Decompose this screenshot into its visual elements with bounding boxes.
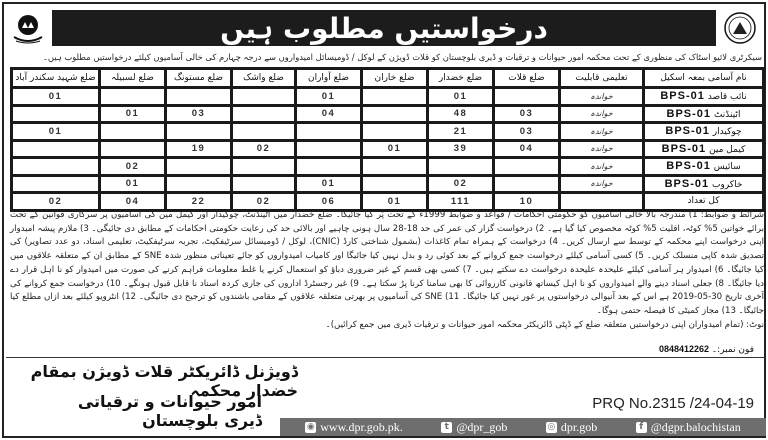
count-cell: 01	[100, 105, 166, 123]
website-text: www.dpr.gob.pk.	[320, 419, 403, 434]
qualification-cell: خواندہ	[560, 158, 644, 176]
count-cell: 39	[428, 140, 494, 158]
total-cell: 04	[100, 193, 166, 211]
count-cell: 48	[428, 105, 494, 123]
column-header: ضلع آواران	[296, 69, 362, 88]
qualification-cell: خواندہ	[560, 88, 644, 106]
note-text: نوٹ: (تمام امیدواران اپنی درخواستیں متعلقہ ضلع کے ڈپٹی ڈائریکٹر محکمہ امور حیوانات و ترقیات ڈیری میں جمع کرائیں)۔	[325, 319, 764, 330]
instagram-text: dpr.gob	[560, 419, 598, 434]
post-name: سائیس	[713, 162, 741, 173]
post-cell	[644, 175, 764, 193]
count-cell	[166, 175, 232, 193]
post-cell	[644, 105, 764, 123]
vacancy-table	[10, 67, 765, 212]
count-cell: 01	[12, 123, 100, 141]
twitter-text: @dpr_gob	[456, 419, 508, 434]
count-cell: 01	[296, 175, 362, 193]
twitter-link[interactable]	[441, 420, 507, 435]
phone-number	[659, 344, 754, 355]
count-cell	[12, 105, 100, 123]
qualification-cell: خواندہ	[560, 123, 644, 141]
table-row	[12, 88, 764, 106]
total-cell: 06	[296, 193, 362, 211]
count-cell: 21	[428, 123, 494, 141]
count-cell: 02	[100, 158, 166, 176]
count-cell: 01	[428, 88, 494, 106]
count-cell	[296, 123, 362, 141]
count-cell	[232, 123, 296, 141]
qualification-cell: خواندہ	[560, 175, 644, 193]
count-cell	[362, 158, 428, 176]
total-cell: 22	[166, 193, 232, 211]
column-header: ضلع شہید سکندر آباد	[12, 69, 100, 88]
facebook-text: @dgpr.balochistan	[650, 419, 741, 434]
divider	[6, 357, 766, 358]
count-cell: 04	[296, 105, 362, 123]
count-cell: 01	[12, 88, 100, 106]
balochistan-emblem-icon	[6, 6, 50, 50]
count-cell: 03	[494, 105, 560, 123]
count-cell: 02	[232, 140, 296, 158]
count-cell: 19	[166, 140, 232, 158]
column-header: ضلع قلات	[494, 69, 560, 88]
table-row	[12, 158, 764, 176]
count-cell	[232, 175, 296, 193]
count-cell	[12, 158, 100, 176]
count-cell	[12, 140, 100, 158]
column-header: ضلع واشک	[232, 69, 296, 88]
count-cell: 03	[494, 123, 560, 141]
qualification-cell: خواندہ	[560, 105, 644, 123]
pay-scale: BPS-01	[666, 107, 712, 120]
pay-scale: BPS-01	[660, 90, 705, 103]
post-name: اٹینڈنٹ	[713, 109, 741, 120]
count-cell: 01	[296, 88, 362, 106]
column-header: ضلع لسبیلہ	[100, 69, 166, 88]
pay-scale: BPS-01	[664, 177, 710, 190]
phone-value: 0848412262	[658, 344, 709, 354]
header	[6, 6, 762, 50]
office-line-1: ڈویژنل ڈائریکٹر قلات ڈویژن بمقام خضدار محکمہ	[30, 362, 298, 400]
count-cell: 01	[362, 140, 428, 158]
count-cell	[362, 123, 428, 141]
count-cell	[232, 158, 296, 176]
count-cell	[100, 140, 166, 158]
pay-scale: BPS-01	[666, 160, 711, 173]
count-cell	[428, 158, 494, 176]
total-label: کل تعداد	[644, 193, 764, 211]
globe-icon: ◉	[306, 421, 315, 432]
count-cell	[494, 158, 560, 176]
post-name: چوکیدار	[712, 127, 742, 138]
page-title: درخواستیں مطلوب ہیں	[52, 10, 716, 46]
count-cell: 03	[166, 105, 232, 123]
table-header-row	[12, 69, 764, 88]
table-row	[12, 123, 764, 141]
office-line-2: امور حیوانات و ترقیاتی ڈیری بلوچستان	[77, 392, 262, 430]
count-cell	[362, 88, 428, 106]
phone-label: فون نمبر:۔	[711, 345, 754, 355]
twitter-icon: t	[441, 422, 452, 433]
column-header: نام آسامی بمعہ اسکیل	[644, 69, 764, 88]
qualification-cell: خواندہ	[560, 140, 644, 158]
table-row	[12, 105, 764, 123]
total-cell: 111	[428, 193, 494, 211]
facebook-link[interactable]	[636, 420, 741, 435]
prq-number: PRQ No.2315 /24-04-19	[592, 395, 754, 412]
count-cell	[166, 158, 232, 176]
column-header: ضلع مستونگ	[166, 69, 232, 88]
count-cell	[232, 105, 296, 123]
count-cell: 02	[428, 175, 494, 193]
terms-and-conditions	[10, 209, 764, 332]
count-cell	[362, 105, 428, 123]
count-cell	[362, 175, 428, 193]
total-cell: 02	[232, 193, 296, 211]
count-cell	[100, 88, 166, 106]
column-header: تعلیمی قابلیت	[560, 69, 644, 88]
count-cell	[296, 140, 362, 158]
post-cell	[644, 158, 764, 176]
post-cell	[644, 88, 764, 106]
post-name: کیمل مین	[709, 144, 746, 155]
count-cell	[166, 123, 232, 141]
instagram-link[interactable]	[546, 420, 597, 435]
instagram-icon: ◎	[547, 421, 556, 432]
empty-cell	[560, 193, 644, 211]
column-header: ضلع خاران	[362, 69, 428, 88]
post-name: نائب قاصد	[707, 92, 747, 103]
total-cell: 02	[12, 193, 100, 211]
table-row	[12, 140, 764, 158]
intro-text: سیکرٹری لائیو اسٹاک کی منظوری کے تحت محکمہ امور حیوانات و ترقیات و ڈیری بلوچستان کو قلات ڈویژن کے لوکل / ڈومیسائل امیدواروں سے درجہ چہارم کی خالی آسامیوں کیلئے درخواستیں مطلوب ہیں۔	[42, 52, 762, 62]
table-row	[12, 175, 764, 193]
facebook-icon: f	[636, 422, 647, 433]
post-name: خاکروب	[712, 179, 743, 190]
count-cell	[166, 88, 232, 106]
livestock-emblem-icon	[718, 6, 762, 50]
count-cell: 04	[494, 140, 560, 158]
website-link[interactable]	[305, 420, 403, 435]
count-cell: 01	[100, 175, 166, 193]
count-cell	[232, 88, 296, 106]
total-cell: 10	[494, 193, 560, 211]
column-header: ضلع خضدار	[428, 69, 494, 88]
total-row	[12, 193, 764, 211]
count-cell	[494, 88, 560, 106]
job-advertisement	[2, 2, 766, 438]
social-links-bar	[280, 418, 766, 436]
pay-scale: BPS-01	[661, 142, 707, 155]
count-cell	[100, 123, 166, 141]
post-cell	[644, 123, 764, 141]
post-cell	[644, 140, 764, 158]
count-cell	[494, 175, 560, 193]
count-cell	[296, 158, 362, 176]
conditions-text: شرائط و ضوابط: 1) مندرجہ بالا خالی آسامیوں کو حکومتی احکامات / قواعد و ضوابط 1999ء کے تحت پُر کیا جائیگا۔ ضلع خضدار میں اٹینڈنٹ، چوکیدار اور کیمل مین کی آسامیوں پر سرکاری قوانین کے تحت برائے خواتین 5% کوٹہ، اقلیت 5% کوٹہ مخصوص کیا گیا ہے۔ 2) درخواست گزار کی عمر کی حد 18-28 سال ہونی چاہیے اور بالائی حد کی رعایت حکومتی احکامات کے مطابق دی جائیگی۔ 3) ملازم پیشہ امیدوار اپنی درخواست اپنے محکمہ کے توسط سے ارسال کریں۔ 4) درخواست کے ہمراہ تمام کاغذات (بشمول شناختی کارڈ (CNIC)، لوکل / ڈومیسائل سرٹیفکیٹ، تجربہ سرٹیفکیٹ، تعلیمی اسناد، دو عدد تصاویر) کی تصدیق شدہ کاپی منسلک کریں۔ 5) کسی آسامی کیلئے درخواست جمع کروانے کے بعد کوئی رد و بدل نہیں کیا جائیگا اور کامیاب امیدواروں کو جائے تعیناتی منظور شدہ SNE کے مطابق ان کے متعلقہ علاقوں میں کیا جائیگا۔ 6) امیدوار ہر آسامی کیلئے علیحدہ علیحدہ درخواست دے سکتے ہیں۔ 7) کسی بھی قسم کے غیر ضروری دباؤ کو استعمال کرنے یا غلط معلومات فراہم کرنے کی صورت میں امیدوار کو نا اہل قرار دے دیا جائیگا۔ 8) جعلی اسناد دینے والے امیدواروں کو نا اہل کیساتھ قانونی کارروائی کا بھی سامنا کرنا پڑ سکتا ہے۔ 9) غیر رجسٹرڈ اداروں کی جاری کردہ اسناد نا قابل قبول ہونگے۔ 10) درخواست جمع کروانے کی آخری تاریخ 30-05-2019 ہے اس کے بعد آنیوالی درخواستوں پر غور نہیں کیا جائیگا۔ 11) SNE کی آسامیوں پر بھرتی متعلقہ علاقوں کے مقامی باشندوں کو ترجیح دی جائیگی۔ 12) انٹرویو کیلئے بعد ازاں مطلع کیا جائیگا۔ 13) مجاز کمیٹی کا فیصلہ حتمی ہوگا۔	[10, 210, 765, 316]
pay-scale: BPS-01	[665, 125, 710, 138]
count-cell	[12, 175, 100, 193]
total-cell: 01	[362, 193, 428, 211]
